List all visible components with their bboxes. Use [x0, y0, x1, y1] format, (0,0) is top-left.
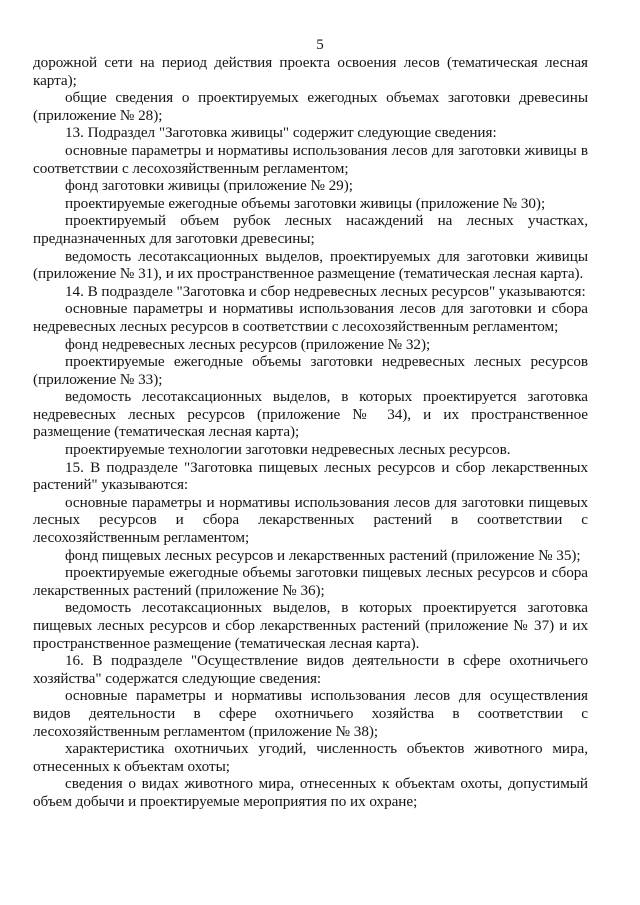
paragraph: сведения о видах животного мира, отнесенных к объектам охоты, допустимый объем добычи и проектируемые мероприятия по их охране; — [33, 775, 588, 810]
paragraph: фонд недревесных лесных ресурсов (приложение № 32); — [65, 335, 431, 353]
paragraph: ведомость лесотаксационных выделов, в которых проектируется заготовка недревесных лесных ресурсов (приложение № 34), и их пространственное размещение (тематическая лесная карта); — [33, 388, 588, 441]
paragraph: характеристика охотничьих угодий, численность объектов животного мира, отнесенных к объектам охоты; — [33, 740, 588, 775]
paragraph: общие сведения о проектируемых ежегодных объемах заготовки древесины (приложение № 28); — [33, 89, 588, 124]
paragraph-continuation: дорожной сети на период действия проекта освоения лесов (тематическая лесная карта); — [33, 54, 588, 89]
section-16-heading: 16. В подразделе "Осуществление видов деятельности в сфере охотничьего хозяйства" содержатся следующие сведения: — [33, 652, 588, 687]
paragraph: основные параметры и нормативы использования лесов для заготовки пищевых лесных ресурсов и сбора лекарственных растений в соответствии с лесохозяйственным регламентом; — [33, 493, 588, 547]
section-14-heading: 14. В подразделе "Заготовка и сбор недревесных лесных ресурсов" указываются: — [65, 282, 586, 300]
paragraph: основные параметры и нормативы использования лесов для заготовки живицы в соответствии с лесохозяйственным регламентом; — [33, 141, 588, 177]
paragraph: проектируемые технологии заготовки недревесных лесных ресурсов. — [65, 441, 511, 459]
document-body — [33, 54, 588, 811]
section-13-heading: 13. Подраздел "Заготовка живицы" содержит следующие сведения: — [65, 124, 497, 142]
paragraph: проектируемый объем рубок лесных насаждений на лесных участках, предназначенных для заготовки древесины; — [33, 212, 588, 247]
paragraph: основные параметры и нормативы использования лесов для заготовки и сбора недревесных лесных ресурсов в соответствии с лесохозяйственным регламентом; — [33, 300, 588, 335]
paragraph: проектируемые ежегодные объемы заготовки пищевых лесных ресурсов и сбора лекарственных растений (приложение № 36); — [33, 564, 588, 599]
paragraph: фонд пищевых лесных ресурсов и лекарственных растений (приложение № 35); — [65, 546, 581, 564]
paragraph: фонд заготовки живицы (приложение № 29); — [65, 177, 353, 195]
paragraph: ведомость лесотаксационных выделов, проектируемых для заготовки живицы (приложение № 31), и их пространственное размещение (тематическая лесная карта). — [33, 247, 588, 283]
paragraph: проектируемые ежегодные объемы заготовки живицы (приложение № 30); — [65, 194, 546, 212]
paragraph: проектируемые ежегодные объемы заготовки недревесных лесных ресурсов (приложение № 33); — [33, 353, 588, 388]
paragraph: основные параметры и нормативы использования лесов для осуществления видов деятельности в сфере охотничьего хозяйства в соответствии с лесохозяйственным регламентом (приложение № 38); — [33, 687, 588, 740]
page-number: 5 — [316, 37, 324, 53]
section-15-heading: 15. В подразделе "Заготовка пищевых лесных ресурсов и сбор лекарственных растений" указываются: — [33, 458, 588, 494]
paragraph: ведомость лесотаксационных выделов, в которых проектируется заготовка пищевых лесных ресурсов и сбор лекарственных растений (приложение № 37) и их пространственное размещение (тематическая лесная карта). — [33, 599, 588, 652]
